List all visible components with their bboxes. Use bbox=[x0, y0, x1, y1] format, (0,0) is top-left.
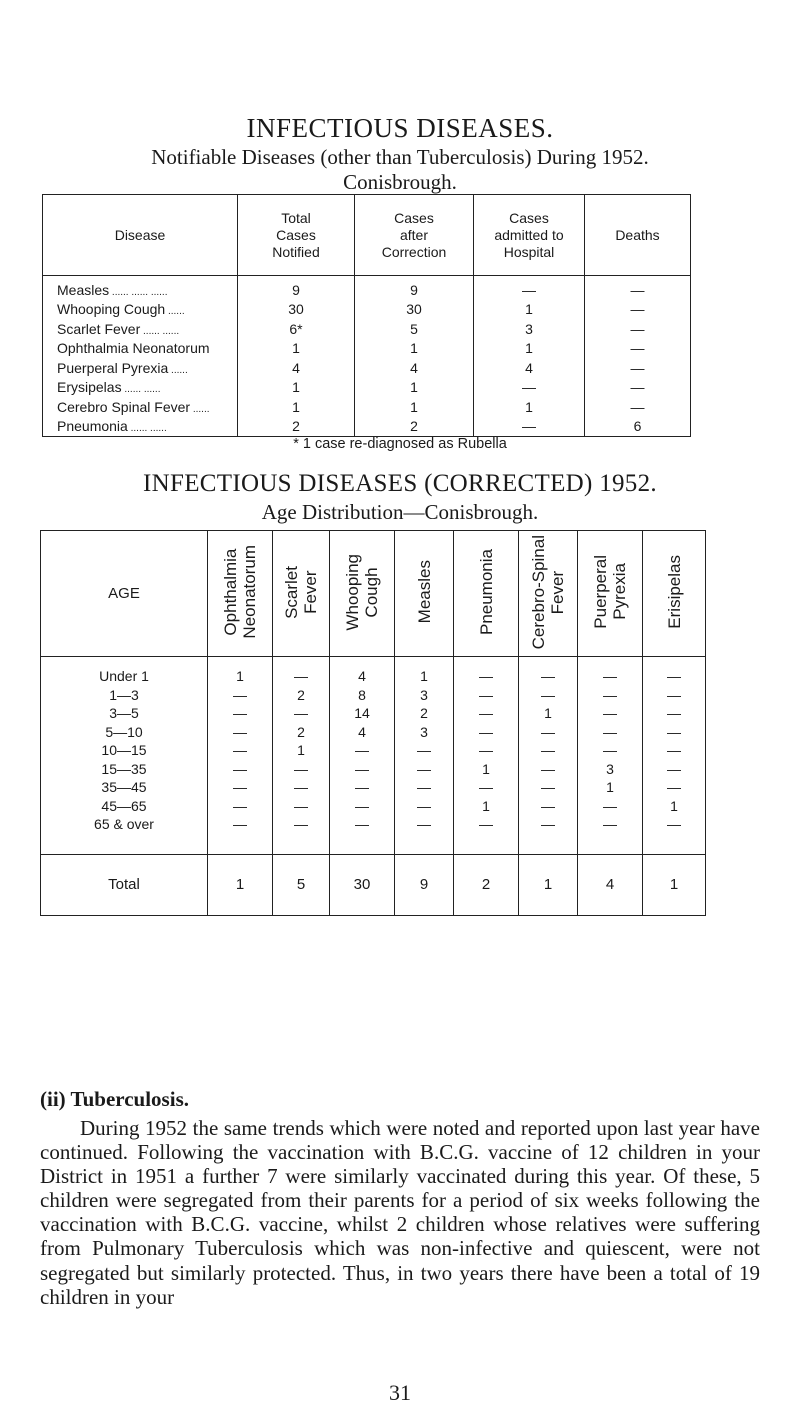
column-header bbox=[395, 531, 454, 657]
cell-value: 1 bbox=[643, 797, 706, 816]
cell-value: — bbox=[330, 815, 395, 834]
disease-name bbox=[43, 300, 238, 320]
table-row bbox=[43, 378, 691, 398]
disease-name bbox=[43, 319, 238, 339]
cell-value: — bbox=[519, 815, 578, 834]
tuberculosis-paragraph bbox=[40, 1116, 760, 1309]
cell-value: — bbox=[454, 815, 519, 834]
header-line: Notified bbox=[272, 243, 320, 260]
cell-value: — bbox=[643, 741, 706, 760]
table-row bbox=[41, 815, 706, 834]
disease-label: Scarlet Fever bbox=[57, 320, 141, 337]
header-line: Ophthalmia bbox=[221, 548, 240, 636]
total-notified: 1 bbox=[238, 378, 355, 398]
notifiable-diseases-table bbox=[42, 194, 691, 437]
column-header-label bbox=[591, 555, 629, 629]
cell-value: — bbox=[395, 815, 454, 834]
cell-value: — bbox=[578, 686, 643, 705]
disease-label: Pneumonia bbox=[57, 418, 128, 435]
age-group: 10—15 bbox=[41, 741, 208, 760]
age-distribution-table bbox=[40, 530, 706, 916]
cell-value: — bbox=[519, 723, 578, 742]
header-line: Pyrexia bbox=[610, 563, 629, 621]
cases-admitted: 4 bbox=[474, 358, 585, 378]
cell-value: — bbox=[578, 741, 643, 760]
table-row bbox=[41, 686, 706, 705]
header-line: Cerebro-Spinal bbox=[529, 534, 548, 650]
cell-value: — bbox=[519, 760, 578, 779]
cell-value: 4 bbox=[330, 723, 395, 742]
header-age: AGE bbox=[41, 531, 208, 657]
cell-value: 3 bbox=[395, 723, 454, 742]
header-line: Fever bbox=[548, 570, 567, 614]
cases-admitted: 1 bbox=[474, 300, 585, 320]
header-line: Pneumonia bbox=[476, 548, 496, 635]
cell-value: 1 bbox=[454, 760, 519, 779]
cases-admitted: — bbox=[474, 378, 585, 398]
cases-admitted: 1 bbox=[474, 397, 585, 417]
header-line: Scarlet bbox=[282, 565, 301, 619]
disease-name bbox=[43, 276, 238, 300]
cell-value: — bbox=[643, 723, 706, 742]
total-value: 2 bbox=[454, 854, 519, 915]
cell-value: — bbox=[519, 741, 578, 760]
column-header-label bbox=[477, 549, 496, 635]
empty-cell bbox=[208, 834, 273, 855]
header-admitted-hospital bbox=[474, 195, 585, 276]
cell-value: — bbox=[273, 704, 330, 723]
cell-value: 14 bbox=[330, 704, 395, 723]
leader-dots: ...... ...... bbox=[140, 325, 180, 337]
disease-label: Whooping Cough bbox=[57, 301, 166, 318]
column-header bbox=[273, 531, 330, 657]
total-notified: 4 bbox=[238, 358, 355, 378]
deaths: — bbox=[585, 358, 691, 378]
column-header-label bbox=[282, 566, 320, 619]
cell-value: — bbox=[208, 778, 273, 797]
column-header-label bbox=[529, 535, 567, 649]
header-line: Hospital bbox=[503, 243, 555, 260]
table-row bbox=[43, 276, 691, 300]
cell-value: 2 bbox=[395, 704, 454, 723]
cell-value: — bbox=[208, 723, 273, 742]
cell-value: — bbox=[519, 657, 578, 686]
empty-cell bbox=[454, 834, 519, 855]
header-line: admitted to bbox=[494, 226, 564, 243]
cell-value: — bbox=[578, 704, 643, 723]
cell-value: — bbox=[454, 704, 519, 723]
cases-after-correction: 1 bbox=[355, 397, 474, 417]
footnote: * 1 case re-diagnosed as Rubella bbox=[293, 436, 507, 452]
cell-value: — bbox=[330, 778, 395, 797]
cell-value: — bbox=[208, 815, 273, 834]
table-row bbox=[41, 723, 706, 742]
cell-value: — bbox=[643, 657, 706, 686]
disease-name bbox=[43, 397, 238, 417]
cell-value: — bbox=[519, 778, 578, 797]
cell-value: — bbox=[330, 797, 395, 816]
cell-value: 1 bbox=[208, 657, 273, 686]
cell-value: — bbox=[578, 797, 643, 816]
disease-name bbox=[43, 417, 238, 437]
table-header-row bbox=[43, 195, 691, 276]
location-heading: Conisbrough. bbox=[343, 170, 457, 194]
cell-value: — bbox=[643, 815, 706, 834]
table-row bbox=[41, 741, 706, 760]
cell-value: — bbox=[395, 741, 454, 760]
cell-value: — bbox=[454, 778, 519, 797]
total-value: 1 bbox=[643, 854, 706, 915]
cell-value: — bbox=[395, 778, 454, 797]
age-group: 35—45 bbox=[41, 778, 208, 797]
column-header bbox=[330, 531, 395, 657]
empty-cell bbox=[41, 834, 208, 855]
deaths: — bbox=[585, 319, 691, 339]
table-row bbox=[41, 657, 706, 686]
cell-value: 3 bbox=[578, 760, 643, 779]
cell-value: — bbox=[454, 686, 519, 705]
table-row bbox=[43, 339, 691, 359]
cell-value: 1 bbox=[578, 778, 643, 797]
empty-cell bbox=[273, 834, 330, 855]
column-header bbox=[208, 531, 273, 657]
total-notified: 6* bbox=[238, 319, 355, 339]
empty-cell bbox=[330, 834, 395, 855]
cases-admitted: — bbox=[474, 276, 585, 300]
cell-value: — bbox=[208, 704, 273, 723]
total-notified: 9 bbox=[238, 276, 355, 300]
cell-value: — bbox=[454, 723, 519, 742]
total-value: 1 bbox=[208, 854, 273, 915]
section-title-corrected: INFECTIOUS DISEASES (CORRECTED) 1952. bbox=[143, 470, 657, 497]
header-line: Neonatorum bbox=[240, 545, 259, 639]
table-row bbox=[41, 704, 706, 723]
disease-name bbox=[43, 339, 238, 359]
leader-dots: ...... ...... ...... bbox=[109, 286, 168, 298]
column-header-label bbox=[221, 545, 259, 639]
cell-value: — bbox=[273, 815, 330, 834]
column-header-label bbox=[665, 555, 684, 629]
header-line: Correction bbox=[381, 243, 447, 260]
cell-value: 1 bbox=[519, 704, 578, 723]
cell-value: — bbox=[454, 741, 519, 760]
empty-cell bbox=[643, 834, 706, 855]
cases-after-correction: 2 bbox=[355, 417, 474, 437]
total-label: Total bbox=[41, 854, 208, 915]
total-value: 4 bbox=[578, 854, 643, 915]
header-total-notified bbox=[238, 195, 355, 276]
total-notified: 1 bbox=[238, 339, 355, 359]
leader-dots: ...... ...... bbox=[121, 384, 161, 396]
cases-after-correction: 5 bbox=[355, 319, 474, 339]
deaths: — bbox=[585, 378, 691, 398]
header-disease: Disease bbox=[43, 195, 238, 276]
disease-label: Cerebro Spinal Fever bbox=[57, 398, 191, 415]
page-number: 31 bbox=[389, 1380, 411, 1405]
total-notified: 2 bbox=[238, 417, 355, 437]
deaths: — bbox=[585, 339, 691, 359]
header-line: Cases bbox=[276, 226, 316, 243]
header-line: Cases bbox=[394, 209, 434, 226]
age-group: 5—10 bbox=[41, 723, 208, 742]
header-line: Measles bbox=[414, 560, 434, 624]
empty-cell bbox=[395, 834, 454, 855]
cell-value: — bbox=[330, 760, 395, 779]
leader-dots: ...... ...... bbox=[127, 423, 167, 435]
table-row bbox=[41, 778, 706, 797]
header-after-correction bbox=[355, 195, 474, 276]
leader-dots: ...... bbox=[168, 364, 188, 376]
cell-value: — bbox=[519, 686, 578, 705]
page-title: INFECTIOUS DISEASES. bbox=[246, 113, 554, 143]
disease-label: Ophthalmia Neonatorum bbox=[57, 340, 210, 357]
cell-value: — bbox=[208, 797, 273, 816]
cases-after-correction: 1 bbox=[355, 339, 474, 359]
tuberculosis-heading: (ii) Tuberculosis. bbox=[40, 1087, 189, 1111]
disease-label: Measles bbox=[57, 281, 110, 298]
column-header-label bbox=[415, 560, 434, 623]
cell-value: — bbox=[643, 704, 706, 723]
empty-cell bbox=[578, 834, 643, 855]
cell-value: 1 bbox=[273, 741, 330, 760]
cell-value: — bbox=[273, 797, 330, 816]
cell-value: — bbox=[273, 778, 330, 797]
cell-value: — bbox=[643, 686, 706, 705]
total-value: 9 bbox=[395, 854, 454, 915]
cell-value: 8 bbox=[330, 686, 395, 705]
column-header bbox=[643, 531, 706, 657]
page-subtitle: Notifiable Diseases (other than Tuberculosis) During 1952. bbox=[151, 145, 649, 169]
total-notified: 1 bbox=[238, 397, 355, 417]
cell-value: 1 bbox=[395, 657, 454, 686]
disease-name bbox=[43, 378, 238, 398]
cell-value: 4 bbox=[330, 657, 395, 686]
header-line: Erisipelas bbox=[664, 555, 684, 629]
disease-name bbox=[43, 358, 238, 378]
disease-label: Puerperal Pyrexia bbox=[57, 359, 169, 376]
age-group: 65 & over bbox=[41, 815, 208, 834]
cases-admitted: — bbox=[474, 417, 585, 437]
cases-admitted: 1 bbox=[474, 339, 585, 359]
table-row bbox=[43, 300, 691, 320]
cell-value: — bbox=[578, 657, 643, 686]
table-row bbox=[41, 797, 706, 816]
empty-cell bbox=[519, 834, 578, 855]
leader-dots: ...... bbox=[165, 306, 185, 318]
cell-value: — bbox=[395, 760, 454, 779]
header-deaths: Deaths bbox=[585, 195, 691, 276]
header-line: Puerperal bbox=[591, 555, 610, 629]
total-value: 5 bbox=[273, 854, 330, 915]
table-header-row bbox=[41, 531, 706, 657]
cell-value: 3 bbox=[395, 686, 454, 705]
column-header bbox=[519, 531, 578, 657]
deaths: — bbox=[585, 276, 691, 300]
cell-value: — bbox=[643, 760, 706, 779]
header-line: Whooping bbox=[343, 553, 362, 631]
total-notified: 30 bbox=[238, 300, 355, 320]
total-value: 30 bbox=[330, 854, 395, 915]
cell-value: 1 bbox=[454, 797, 519, 816]
cases-admitted: 3 bbox=[474, 319, 585, 339]
deaths: — bbox=[585, 397, 691, 417]
spacer-row bbox=[41, 834, 706, 855]
cell-value: — bbox=[395, 797, 454, 816]
cell-value: — bbox=[208, 741, 273, 760]
column-header-label bbox=[343, 554, 381, 631]
cell-value: — bbox=[578, 815, 643, 834]
header-line: Total bbox=[281, 209, 311, 226]
deaths: — bbox=[585, 300, 691, 320]
total-value: 1 bbox=[519, 854, 578, 915]
cell-value: — bbox=[454, 657, 519, 686]
table-row bbox=[41, 760, 706, 779]
age-group: 15—35 bbox=[41, 760, 208, 779]
age-group: 3—5 bbox=[41, 704, 208, 723]
cell-value: — bbox=[273, 760, 330, 779]
table-row bbox=[43, 417, 691, 437]
cell-value: 2 bbox=[273, 686, 330, 705]
deaths: 6 bbox=[585, 417, 691, 437]
age-group: Under 1 bbox=[41, 657, 208, 686]
age-group: 45—65 bbox=[41, 797, 208, 816]
table-row bbox=[43, 397, 691, 417]
header-line: after bbox=[399, 226, 428, 243]
table-row bbox=[43, 358, 691, 378]
leader-dots: ...... bbox=[190, 403, 210, 415]
cell-value: — bbox=[330, 741, 395, 760]
table-row bbox=[43, 319, 691, 339]
cell-value: — bbox=[273, 657, 330, 686]
cell-value: 2 bbox=[273, 723, 330, 742]
header-line: Cough bbox=[362, 566, 381, 618]
paragraph-text: During 1952 the same trends which were noted and reported upon last year have continued. Following the vaccination with B.C.G. vaccine of 12 children in your District in 1951 a further 7 were similarly vaccinated during this year. Of these, 5 children were segregated from their parents for a period of six weeks following the vaccination with B.C.G. vaccine, whilst 2 children whose relatives were suffering from Pulmonary Tuberculosis which was non-infective and quiescent, were not segregated but similarly protected. Thus, in two years there have been a total of 19 children in your bbox=[40, 1116, 760, 1309]
age-group: 1—3 bbox=[41, 686, 208, 705]
header-line: Cases bbox=[509, 209, 549, 226]
cell-value: — bbox=[643, 778, 706, 797]
column-header bbox=[578, 531, 643, 657]
cell-value: — bbox=[208, 760, 273, 779]
cell-value: — bbox=[519, 797, 578, 816]
cases-after-correction: 9 bbox=[355, 276, 474, 300]
cases-after-correction: 30 bbox=[355, 300, 474, 320]
cases-after-correction: 1 bbox=[355, 378, 474, 398]
cell-value: — bbox=[208, 686, 273, 705]
total-row bbox=[41, 854, 706, 915]
cases-after-correction: 4 bbox=[355, 358, 474, 378]
disease-label: Erysipelas bbox=[57, 379, 122, 396]
cell-value: — bbox=[578, 723, 643, 742]
section-subtitle-age: Age Distribution—Conisbrough. bbox=[261, 500, 539, 524]
column-header bbox=[454, 531, 519, 657]
header-line: Fever bbox=[301, 570, 320, 614]
